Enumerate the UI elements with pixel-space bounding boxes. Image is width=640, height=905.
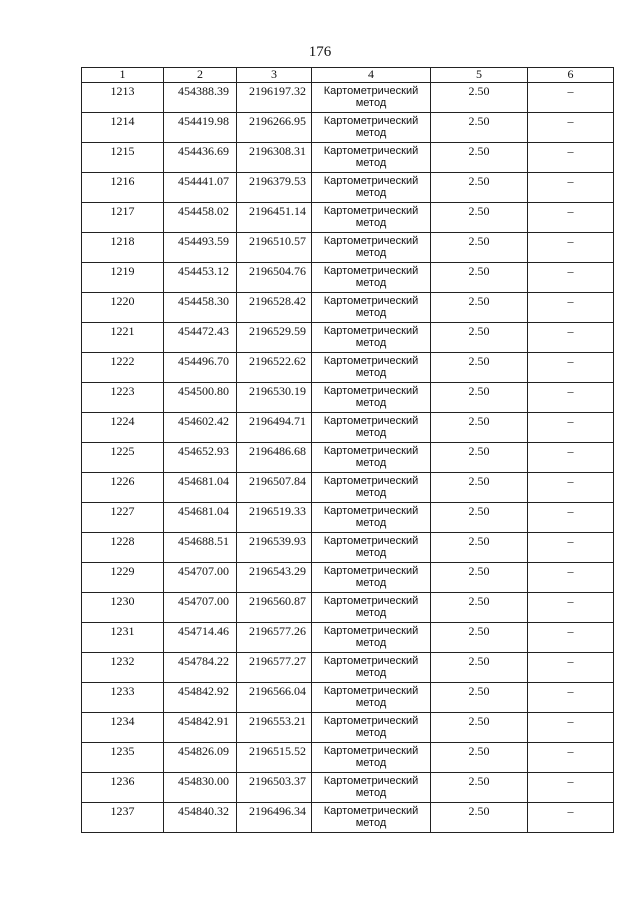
x-coordinate-cell: 454681.04: [164, 473, 237, 503]
y-coordinate-cell: 2196560.87: [237, 593, 312, 623]
note-cell: –: [528, 203, 614, 233]
coordinates-table: [81, 67, 614, 833]
method-cell: Картометрический метод: [312, 383, 431, 413]
point-number-cell: 1219: [82, 263, 164, 293]
note-cell: –: [528, 173, 614, 203]
x-coordinate-cell: 454602.42: [164, 413, 237, 443]
accuracy-cell: 2.50: [431, 203, 528, 233]
x-coordinate-cell: 454458.02: [164, 203, 237, 233]
accuracy-cell: 2.50: [431, 413, 528, 443]
y-coordinate-cell: 2196510.57: [237, 233, 312, 263]
y-coordinate-cell: 2196503.37: [237, 773, 312, 803]
point-number-cell: 1234: [82, 713, 164, 743]
table-row: [82, 443, 614, 473]
method-cell: Картометрический метод: [312, 533, 431, 563]
y-coordinate-cell: 2196504.76: [237, 263, 312, 293]
y-coordinate-cell: 2196507.84: [237, 473, 312, 503]
method-cell: Картометрический метод: [312, 623, 431, 653]
table-row: [82, 683, 614, 713]
x-coordinate-cell: 454458.30: [164, 293, 237, 323]
method-cell: Картометрический метод: [312, 563, 431, 593]
note-cell: –: [528, 683, 614, 713]
method-cell: Картометрический метод: [312, 683, 431, 713]
y-coordinate-cell: 2196522.62: [237, 353, 312, 383]
method-cell: Картометрический метод: [312, 743, 431, 773]
table-row: [82, 533, 614, 563]
x-coordinate-cell: 454388.39: [164, 83, 237, 113]
point-number-cell: 1226: [82, 473, 164, 503]
x-coordinate-cell: 454842.92: [164, 683, 237, 713]
x-coordinate-cell: 454500.80: [164, 383, 237, 413]
note-cell: –: [528, 83, 614, 113]
table-row: [82, 323, 614, 353]
accuracy-cell: 2.50: [431, 743, 528, 773]
table-row: [82, 203, 614, 233]
y-coordinate-cell: 2196529.59: [237, 323, 312, 353]
note-cell: –: [528, 623, 614, 653]
method-cell: Картометрический метод: [312, 293, 431, 323]
accuracy-cell: 2.50: [431, 623, 528, 653]
method-cell: Картометрический метод: [312, 503, 431, 533]
point-number-cell: 1213: [82, 83, 164, 113]
header-cell-6: 6: [528, 68, 614, 83]
point-number-cell: 1232: [82, 653, 164, 683]
table-row: [82, 263, 614, 293]
note-cell: –: [528, 113, 614, 143]
table-row: [82, 803, 614, 833]
table-row: [82, 293, 614, 323]
table-row: [82, 743, 614, 773]
y-coordinate-cell: 2196379.53: [237, 173, 312, 203]
method-cell: Картометрический метод: [312, 653, 431, 683]
x-coordinate-cell: 454784.22: [164, 653, 237, 683]
x-coordinate-cell: 454453.12: [164, 263, 237, 293]
table-row: [82, 83, 614, 113]
method-cell: Картометрический метод: [312, 713, 431, 743]
method-cell: Картометрический метод: [312, 233, 431, 263]
accuracy-cell: 2.50: [431, 113, 528, 143]
method-cell: Картометрический метод: [312, 803, 431, 833]
accuracy-cell: 2.50: [431, 233, 528, 263]
table-row: [82, 353, 614, 383]
point-number-cell: 1223: [82, 383, 164, 413]
x-coordinate-cell: 454472.43: [164, 323, 237, 353]
note-cell: –: [528, 473, 614, 503]
y-coordinate-cell: 2196543.29: [237, 563, 312, 593]
y-coordinate-cell: 2196308.31: [237, 143, 312, 173]
table-row: [82, 503, 614, 533]
method-cell: Картометрический метод: [312, 263, 431, 293]
y-coordinate-cell: 2196451.14: [237, 203, 312, 233]
header-cell-3: 3: [237, 68, 312, 83]
y-coordinate-cell: 2196539.93: [237, 533, 312, 563]
point-number-cell: 1217: [82, 203, 164, 233]
x-coordinate-cell: 454826.09: [164, 743, 237, 773]
y-coordinate-cell: 2196197.32: [237, 83, 312, 113]
table-row: [82, 233, 614, 263]
note-cell: –: [528, 443, 614, 473]
y-coordinate-cell: 2196494.71: [237, 413, 312, 443]
table-row: [82, 773, 614, 803]
x-coordinate-cell: 454681.04: [164, 503, 237, 533]
point-number-cell: 1222: [82, 353, 164, 383]
note-cell: –: [528, 563, 614, 593]
y-coordinate-cell: 2196486.68: [237, 443, 312, 473]
accuracy-cell: 2.50: [431, 353, 528, 383]
method-cell: Картометрический метод: [312, 593, 431, 623]
table-row: [82, 413, 614, 443]
accuracy-cell: 2.50: [431, 443, 528, 473]
table-row: [82, 173, 614, 203]
note-cell: –: [528, 263, 614, 293]
note-cell: –: [528, 803, 614, 833]
accuracy-cell: 2.50: [431, 83, 528, 113]
accuracy-cell: 2.50: [431, 563, 528, 593]
method-cell: Картометрический метод: [312, 473, 431, 503]
y-coordinate-cell: 2196528.42: [237, 293, 312, 323]
note-cell: –: [528, 503, 614, 533]
accuracy-cell: 2.50: [431, 593, 528, 623]
accuracy-cell: 2.50: [431, 803, 528, 833]
x-coordinate-cell: 454707.00: [164, 593, 237, 623]
point-number-cell: 1221: [82, 323, 164, 353]
accuracy-cell: 2.50: [431, 683, 528, 713]
x-coordinate-cell: 454688.51: [164, 533, 237, 563]
y-coordinate-cell: 2196566.04: [237, 683, 312, 713]
table-row: [82, 713, 614, 743]
note-cell: –: [528, 353, 614, 383]
x-coordinate-cell: 454419.98: [164, 113, 237, 143]
point-number-cell: 1214: [82, 113, 164, 143]
table-row: [82, 563, 614, 593]
page-number: 176: [308, 44, 332, 60]
accuracy-cell: 2.50: [431, 713, 528, 743]
x-coordinate-cell: 454441.07: [164, 173, 237, 203]
note-cell: –: [528, 413, 614, 443]
table-row: [82, 623, 614, 653]
table-row: [82, 383, 614, 413]
accuracy-cell: 2.50: [431, 533, 528, 563]
y-coordinate-cell: 2196515.52: [237, 743, 312, 773]
note-cell: –: [528, 323, 614, 353]
x-coordinate-cell: 454840.32: [164, 803, 237, 833]
accuracy-cell: 2.50: [431, 503, 528, 533]
table-row: [82, 653, 614, 683]
x-coordinate-cell: 454830.00: [164, 773, 237, 803]
point-number-cell: 1228: [82, 533, 164, 563]
method-cell: Картометрический метод: [312, 413, 431, 443]
method-cell: Картометрический метод: [312, 323, 431, 353]
y-coordinate-cell: 2196577.27: [237, 653, 312, 683]
x-coordinate-cell: 454714.46: [164, 623, 237, 653]
table-row: [82, 473, 614, 503]
header-cell-1: 1: [82, 68, 164, 83]
header-row: [82, 68, 614, 83]
method-cell: Картометрический метод: [312, 83, 431, 113]
note-cell: –: [528, 593, 614, 623]
x-coordinate-cell: 454842.91: [164, 713, 237, 743]
note-cell: –: [528, 743, 614, 773]
header-cell-4: 4: [312, 68, 431, 83]
point-number-cell: 1220: [82, 293, 164, 323]
point-number-cell: 1227: [82, 503, 164, 533]
header-cell-5: 5: [431, 68, 528, 83]
note-cell: –: [528, 533, 614, 563]
note-cell: –: [528, 713, 614, 743]
point-number-cell: 1237: [82, 803, 164, 833]
table-row: [82, 113, 614, 143]
x-coordinate-cell: 454496.70: [164, 353, 237, 383]
accuracy-cell: 2.50: [431, 143, 528, 173]
method-cell: Картометрический метод: [312, 773, 431, 803]
y-coordinate-cell: 2196266.95: [237, 113, 312, 143]
x-coordinate-cell: 454652.93: [164, 443, 237, 473]
note-cell: –: [528, 293, 614, 323]
method-cell: Картометрический метод: [312, 113, 431, 143]
point-number-cell: 1231: [82, 623, 164, 653]
point-number-cell: 1225: [82, 443, 164, 473]
point-number-cell: 1235: [82, 743, 164, 773]
x-coordinate-cell: 454436.69: [164, 143, 237, 173]
accuracy-cell: 2.50: [431, 653, 528, 683]
table-row: [82, 143, 614, 173]
accuracy-cell: 2.50: [431, 173, 528, 203]
point-number-cell: 1233: [82, 683, 164, 713]
y-coordinate-cell: 2196519.33: [237, 503, 312, 533]
y-coordinate-cell: 2196577.26: [237, 623, 312, 653]
accuracy-cell: 2.50: [431, 773, 528, 803]
x-coordinate-cell: 454493.59: [164, 233, 237, 263]
note-cell: –: [528, 233, 614, 263]
point-number-cell: 1224: [82, 413, 164, 443]
point-number-cell: 1236: [82, 773, 164, 803]
note-cell: –: [528, 383, 614, 413]
note-cell: –: [528, 773, 614, 803]
table-row: [82, 593, 614, 623]
accuracy-cell: 2.50: [431, 473, 528, 503]
note-cell: –: [528, 653, 614, 683]
y-coordinate-cell: 2196496.34: [237, 803, 312, 833]
point-number-cell: 1216: [82, 173, 164, 203]
point-number-cell: 1229: [82, 563, 164, 593]
accuracy-cell: 2.50: [431, 263, 528, 293]
accuracy-cell: 2.50: [431, 293, 528, 323]
x-coordinate-cell: 454707.00: [164, 563, 237, 593]
method-cell: Картометрический метод: [312, 353, 431, 383]
y-coordinate-cell: 2196530.19: [237, 383, 312, 413]
accuracy-cell: 2.50: [431, 323, 528, 353]
header-cell-2: 2: [164, 68, 237, 83]
method-cell: Картометрический метод: [312, 143, 431, 173]
method-cell: Картометрический метод: [312, 443, 431, 473]
point-number-cell: 1230: [82, 593, 164, 623]
method-cell: Картометрический метод: [312, 173, 431, 203]
point-number-cell: 1215: [82, 143, 164, 173]
y-coordinate-cell: 2196553.21: [237, 713, 312, 743]
note-cell: –: [528, 143, 614, 173]
point-number-cell: 1218: [82, 233, 164, 263]
accuracy-cell: 2.50: [431, 383, 528, 413]
method-cell: Картометрический метод: [312, 203, 431, 233]
